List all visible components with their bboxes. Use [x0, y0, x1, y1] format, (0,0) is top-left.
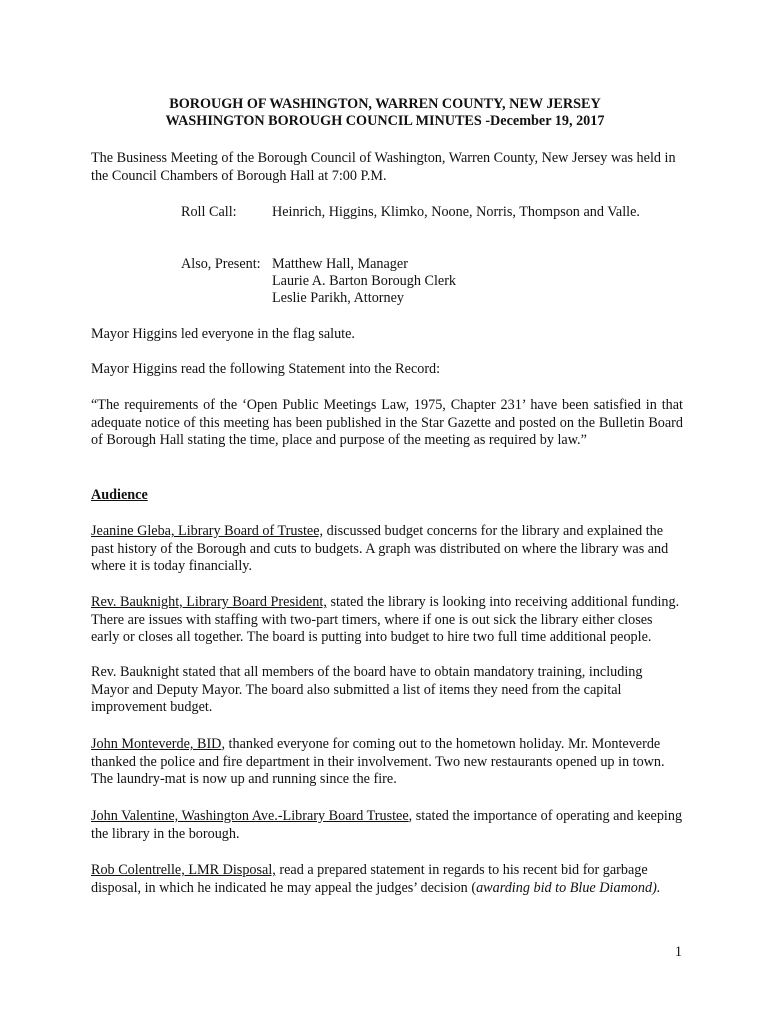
audience-entry-continuation: Rev. Bauknight stated that all members of the board have to obtain mandatory training, including Mayor and Deputy Mayor. The board also submitted a list of items they need from the capital improvement budget. — [91, 664, 643, 716]
audience-entry — [91, 594, 683, 647]
audience-heading: Audience — [91, 487, 148, 503]
intro-paragraph: The Business Meeting of the Borough Council of Washington, Warren County, New Jersey was held in the Council Chambers of Borough Hall at 7:00 P.M. — [91, 150, 676, 184]
entry-text: discussed budget concerns for the library and explained the past history of the Borough and cuts to budgets. A graph was distributed on where the library was and where it is today financially. — [91, 523, 669, 575]
also-present-name: Laurie A. Barton Borough Clerk — [272, 273, 457, 289]
entry-text: stated the library is looking into receiving additional funding. There are issues with staffing with two-part timers, where if one is out sick the library either closes early or closes all together. The board is putting into budget to hire two full time additional people. — [91, 594, 680, 646]
statement-intro-paragraph: Mayor Higgins read the following Statement into the Record: — [91, 361, 441, 377]
roll-call-label: Roll Call: — [181, 204, 237, 220]
page-number: 1 — [674, 944, 682, 960]
also-present-name: Leslie Parikh, Attorney — [272, 290, 404, 306]
document-title-line-2: WASHINGTON BOROUGH COUNCIL MINUTES -December 19, 2017 — [165, 113, 605, 129]
speaker-name: Rob Colentrelle, LMR Disposal, — [91, 862, 276, 878]
audience-entry — [91, 736, 683, 789]
also-present-label: Also, Present: — [181, 256, 261, 272]
speaker-name: John Monteverde, BID — [91, 736, 222, 752]
entry-italic-text: awarding bid to Blue Diamond). — [476, 879, 661, 896]
speaker-name: Rev. Bauknight, Library Board President, — [91, 594, 327, 610]
audience-entry — [91, 862, 683, 897]
speaker-name: John Valentine, Washington Ave.-Library Board Trustee — [91, 808, 409, 824]
audience-entry — [91, 808, 683, 843]
statement-paragraph: “The requirements of the ‘Open Public Meetings Law, 1975, Chapter 231’ have been satisfied in that adequate notice of this meeting has been published in the Star Gazette and posted on the Bulletin Board of Borough Hall stating the time, place and purpose of the meeting as required by law.” — [91, 397, 683, 449]
flag-salute-paragraph: Mayor Higgins led everyone in the flag salute. — [91, 326, 355, 342]
entry-text: , thanked everyone for coming out to the hometown holiday. Mr. Monteverde thanked the police and fire department in their involvement. Two new restaurants opened up in town. The laundry-mat is now up and running since the fire. — [91, 736, 665, 788]
audience-entry — [91, 523, 683, 576]
document-title-line-1: BOROUGH OF WASHINGTON, WARREN COUNTY, NEW JERSEY — [169, 96, 601, 112]
speaker-name: Jeanine Gleba, Library Board of Trustee, — [91, 523, 324, 539]
roll-call-names: Heinrich, Higgins, Klimko, Noone, Norris, Thompson and Valle. — [272, 204, 640, 220]
entry-text: read a prepared statement in regards to his recent bid for garbage disposal, in which he indicated he may appeal the judges’ decision ( — [91, 862, 648, 896]
also-present-name: Matthew Hall, Manager — [272, 256, 408, 272]
entry-text: , stated the importance of operating and keeping the library in the borough. — [91, 808, 683, 842]
